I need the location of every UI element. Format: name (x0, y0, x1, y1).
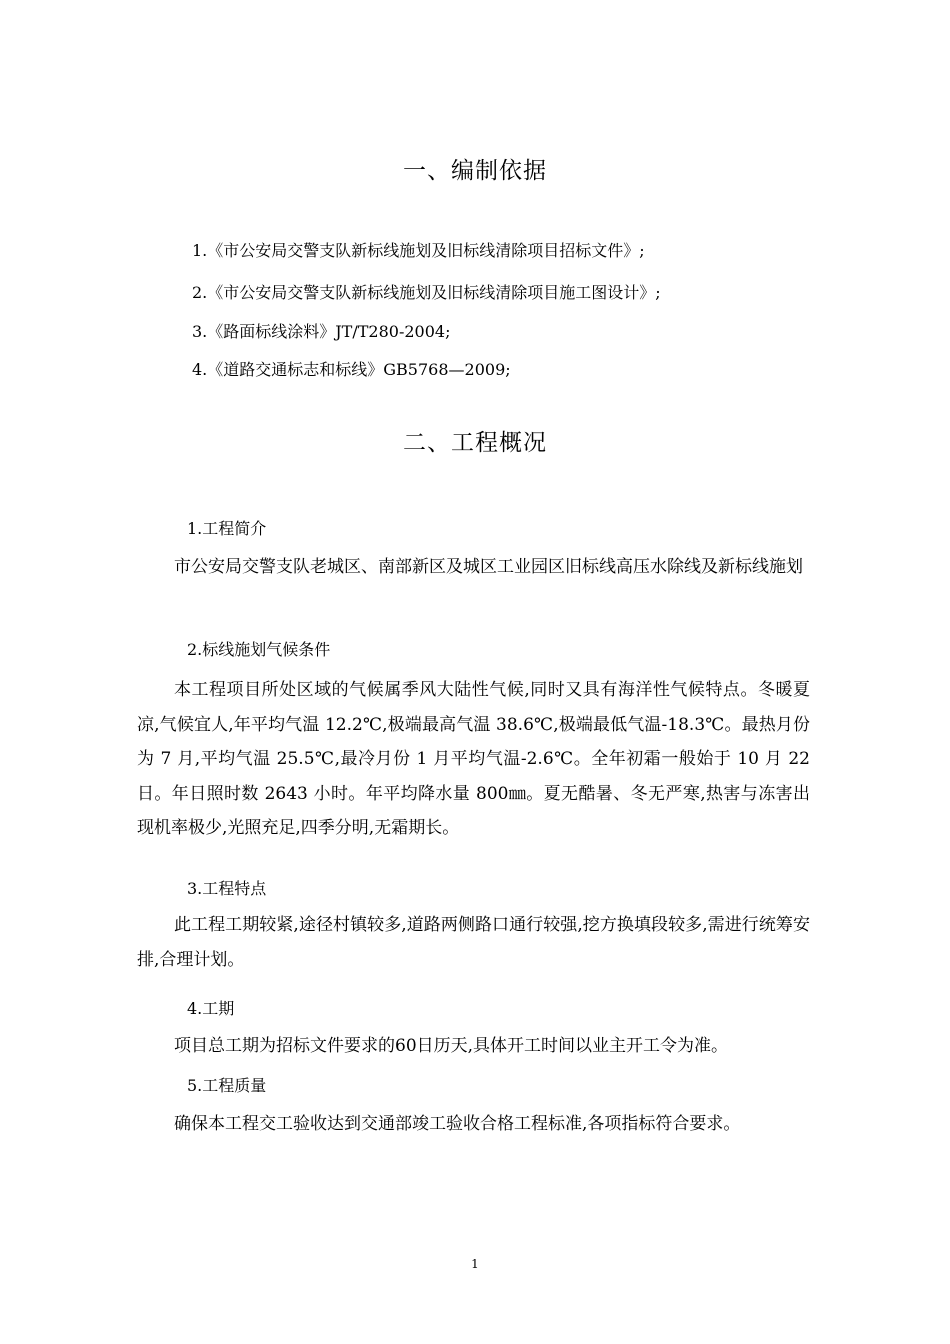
paragraph-quality: 确保本工程交工验收达到交通部竣工验收合格工程标准,各项指标符合要求。 (174, 1114, 741, 1134)
paragraph-climate: 本工程项目所处区域的气候属季风大陆性气候,同时又具有海洋性气候特点。冬暖夏凉,气候宜人,年平均气温 12.2℃,极端最高气温 38.6℃,极端最低气温-18.3℃。最热月份为 7 月,平均气温 25.5℃,最冷月份 1 月平均气温-2.6℃。全年初霜一般始于 10 月 22 日。年日照时数 2643 小时。年平均降水量 800㎜。夏无酷暑、冬无严寒,热害与冻害出现机率极少,光照充足,四季分明,无霜期长。 (137, 680, 810, 839)
section-heading-overview: 二、工程概况 (403, 430, 547, 456)
subsection-title-quality: 5.工程质量 (187, 1076, 267, 1095)
subsection-title-duration: 4.工期 (187, 999, 235, 1018)
reference-item-4: 4.《道路交通标志和标线》GB5768—2009; (192, 360, 511, 379)
reference-item-1: 1.《市公安局交警支队新标线施划及旧标线清除项目招标文件》; (192, 241, 645, 260)
paragraph-features: 此工程工期较紧,途径村镇较多,道路两侧路口通行较强,挖方换填段较多,需进行统筹安排,合理计划。 (137, 915, 810, 970)
page-number: 1 (471, 1257, 479, 1271)
subsection-title-features: 3.工程特点 (187, 879, 267, 898)
reference-item-3: 3.《路面标线涂料》JT/T280-2004; (192, 322, 451, 341)
subsection-title-climate: 2.标线施划气候条件 (187, 640, 331, 659)
paragraph-intro: 市公安局交警支队老城区、南部新区及城区工业园区旧标线高压水除线及新标线施划 (174, 557, 803, 577)
reference-item-2: 2.《市公安局交警支队新标线施划及旧标线清除项目施工图设计》; (192, 283, 661, 302)
subsection-title-intro: 1.工程简介 (187, 519, 267, 538)
paragraph-duration: 项目总工期为招标文件要求的60日历天,具体开工时间以业主开工令为准。 (174, 1036, 729, 1056)
section-heading-basis: 一、编制依据 (403, 158, 547, 184)
